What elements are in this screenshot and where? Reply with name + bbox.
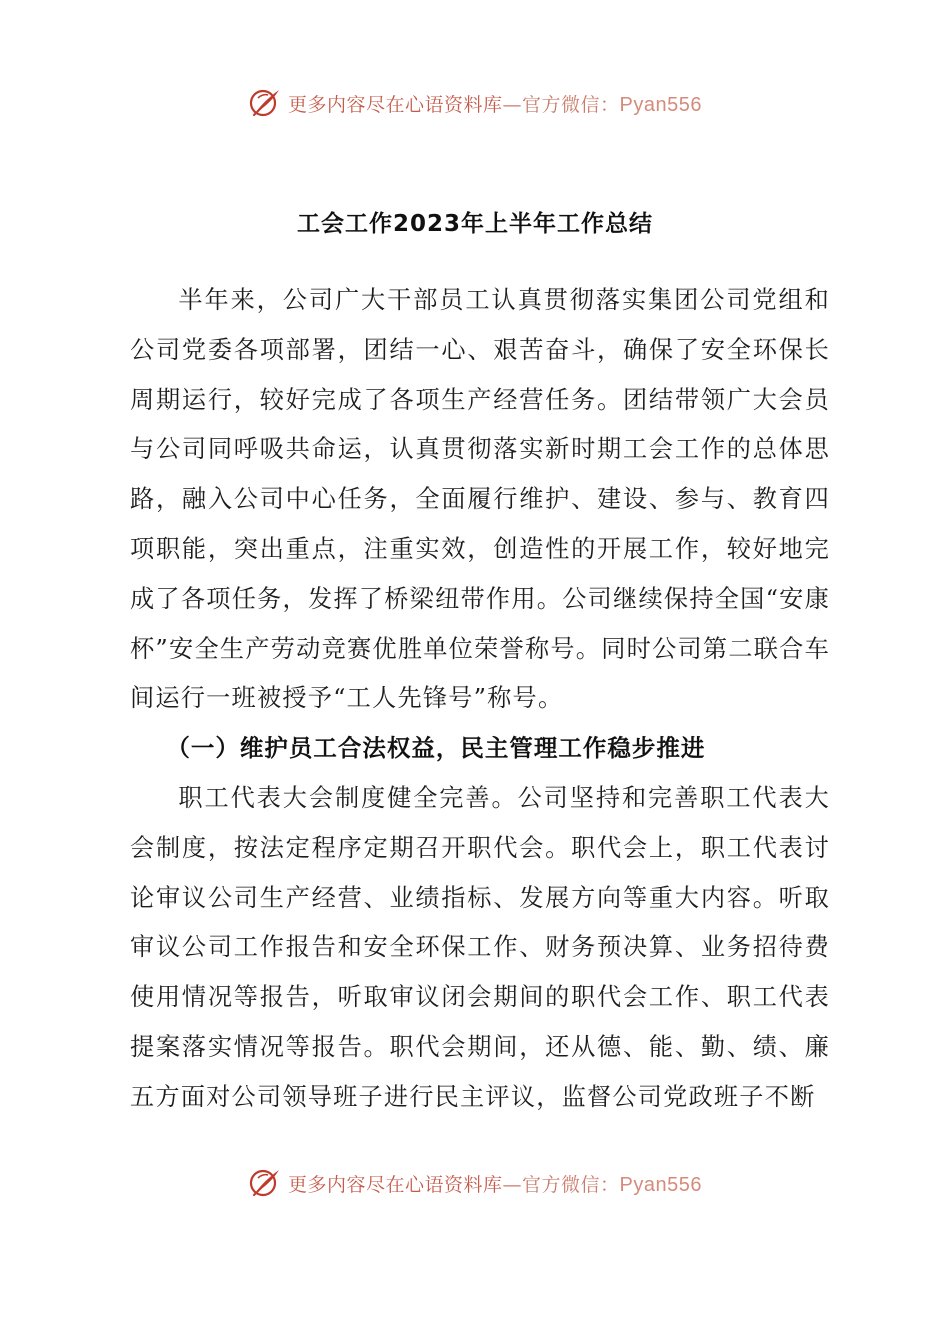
quill-pen-logo-icon	[248, 1166, 282, 1200]
footer-watermark-banner	[0, 1163, 950, 1203]
document-body	[130, 276, 830, 1123]
intro-paragraph: 半年来，公司广大干部员工认真贯彻落实集团公司党组和公司党委各项部署，团结一心、艰苦奋斗，确保了安全环保长周期运行，较好完成了各项生产经营任务。团结带领广大会员与公司同呼吸共命运，认真贯彻落实新时期工会工作的总体思路，融入公司中心任务，全面履行维护、建设、参与、教育四项职能，突出重点，注重实效，创造性的开展工作，较好地完成了各项任务，发挥了桥梁纽带作用。公司继续保持全国“安康杯”安全生产劳动竞赛优胜单位荣誉称号。同时公司第二联合车间运行一班被授予“工人先锋号”称号。	[130, 286, 830, 713]
document-title: 工会工作2023年上半年工作总结	[296, 211, 653, 237]
header-watermark-banner	[0, 83, 950, 123]
header-wechat-label: 官方微信：	[522, 93, 620, 116]
section-1-heading: （一）维护员工合法权益，民主管理工作稳步推进	[166, 734, 706, 763]
footer-watermark-text	[288, 1170, 702, 1197]
quill-pen-logo-icon	[248, 86, 282, 120]
footer-wechat-id: Pyan556	[619, 1173, 702, 1196]
footer-brand-text: 更多内容尽在心语资料库	[288, 1173, 503, 1196]
header-brand-text: 更多内容尽在心语资料库	[288, 93, 503, 116]
header-wechat-id: Pyan556	[619, 93, 702, 116]
header-separator: —	[502, 93, 523, 116]
header-watermark-text	[288, 90, 702, 117]
footer-wechat-label: 官方微信：	[522, 1173, 620, 1196]
footer-separator: —	[502, 1173, 523, 1196]
section-1-paragraph: 职工代表大会制度健全完善。公司坚持和完善职工代表大会制度，按法定程序定期召开职代会。职代会上，职工代表讨论审议公司生产经营、业绩指标、发展方向等重大内容。听取审议公司工作报告和安全环保工作、财务预决算、业务招待费使用情况等报告，听取审议闭会期间的职代会工作、职工代表提案落实情况等报告。职代会期间，还从德、能、勤、绩、廉五方面对公司领导班子进行民主评议，监督公司党政班子不断	[130, 783, 830, 1111]
